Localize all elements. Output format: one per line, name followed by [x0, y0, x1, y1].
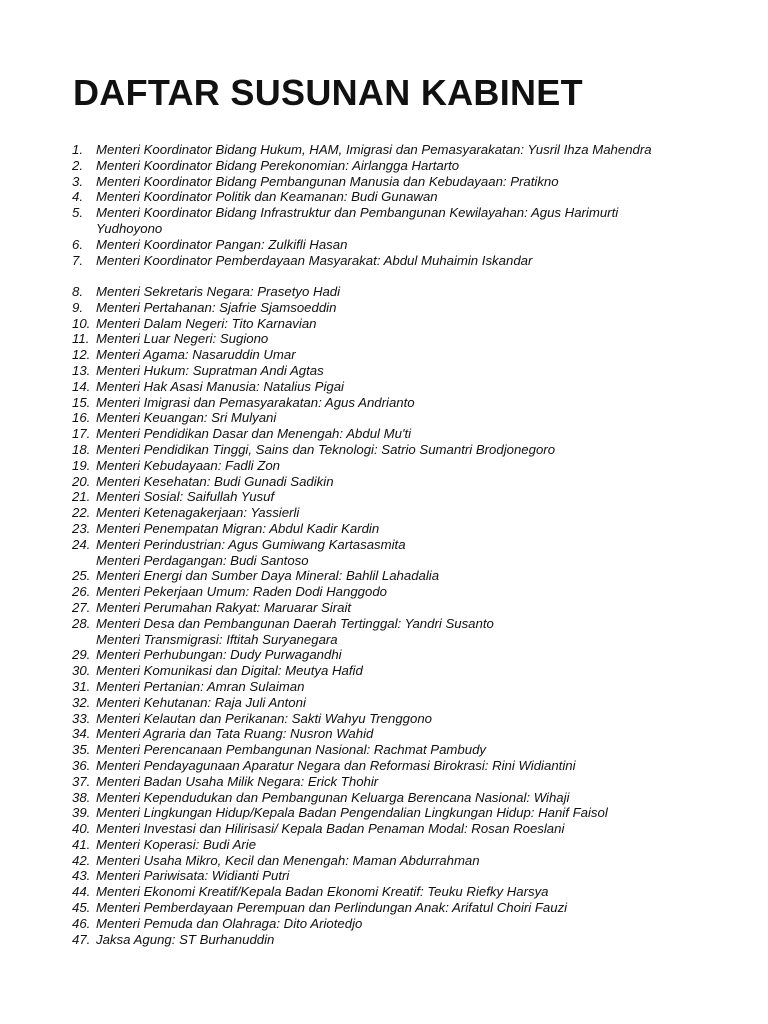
- list-item: [72, 837, 702, 853]
- list-item: [72, 679, 702, 695]
- item-number: 39.: [72, 805, 91, 821]
- item-line: Menteri Agraria dan Tata Ruang: Nusron Wahid: [96, 726, 374, 742]
- item-number: 18.: [72, 441, 91, 457]
- item-text: [96, 142, 702, 158]
- item-text: [96, 253, 702, 269]
- item-text: [96, 568, 702, 584]
- item-text: [96, 174, 702, 190]
- item-number: 10.: [72, 315, 91, 331]
- item-number: 31.: [72, 678, 91, 694]
- list-item: [72, 142, 702, 158]
- item-number: 33.: [72, 710, 91, 726]
- item-line: Menteri Koordinator Politik dan Keamanan: Budi Gunawan: [96, 189, 438, 205]
- item-number: 5.: [72, 205, 83, 221]
- item-line: Menteri Pariwisata: Widianti Putri: [96, 868, 290, 884]
- item-text: [96, 284, 702, 300]
- item-text: [96, 458, 702, 474]
- item-number: 34.: [72, 726, 91, 742]
- item-text: [96, 347, 702, 363]
- list-item: [72, 647, 702, 663]
- item-number: 23.: [72, 520, 91, 536]
- item-text: [96, 695, 702, 711]
- item-text: [96, 205, 702, 237]
- item-text: [96, 932, 702, 948]
- item-text: [96, 410, 702, 426]
- item-text: [96, 663, 702, 679]
- item-number: 6.: [72, 236, 83, 252]
- item-number: 9.: [72, 299, 83, 315]
- item-text: [96, 426, 702, 442]
- item-line: Menteri Pendidikan Dasar dan Menengah: Abdul Mu'ti: [96, 426, 412, 442]
- item-line: Menteri Hukum: Supratman Andi Agtas: [96, 362, 324, 378]
- item-text: [96, 868, 702, 884]
- list-item: [72, 932, 702, 948]
- list-item: [72, 537, 702, 569]
- item-line: Menteri Perencanaan Pembangunan Nasional: Rachmat Pambudy: [96, 742, 486, 758]
- item-text: [96, 331, 702, 347]
- item-number: 22.: [72, 505, 91, 521]
- item-number: 7.: [72, 252, 83, 268]
- item-number: 44.: [72, 884, 91, 900]
- list-item: [72, 158, 702, 174]
- list-item: [72, 916, 702, 932]
- list-item: [72, 410, 702, 426]
- list-item: [72, 379, 702, 395]
- item-line: Menteri Agama: Nasaruddin Umar: [96, 347, 296, 363]
- list-item: [72, 695, 702, 711]
- list-item: [72, 300, 702, 316]
- item-line: Menteri Pendayagunaan Aparatur Negara dan Reformasi Birokrasi: Rini Widiantini: [96, 757, 576, 773]
- item-number: 41.: [72, 836, 91, 852]
- item-number: 40.: [72, 821, 91, 837]
- item-line: Menteri Keuangan: Sri Mulyani: [96, 410, 277, 426]
- list-item: [72, 237, 702, 253]
- item-text: [96, 742, 702, 758]
- item-text: [96, 790, 702, 806]
- item-text: [96, 853, 702, 869]
- item-text: [96, 584, 702, 600]
- list-item: [72, 284, 702, 300]
- item-number: 2.: [72, 157, 83, 173]
- item-number: 20.: [72, 473, 91, 489]
- item-number: 1.: [72, 142, 83, 157]
- item-number: 36.: [72, 757, 91, 773]
- item-text: [96, 474, 702, 490]
- item-text: [96, 679, 702, 695]
- item-line: Menteri Koordinator Bidang Perekonomian: Airlangga Hartarto: [96, 157, 460, 173]
- list-item: [72, 711, 702, 727]
- item-number: 25.: [72, 568, 91, 584]
- item-line: Menteri Koperasi: Budi Arie: [96, 836, 257, 852]
- item-text: [96, 616, 702, 648]
- item-line: Menteri Kebudayaan: Fadli Zon: [96, 457, 281, 473]
- item-text: [96, 505, 702, 521]
- item-text: [96, 363, 702, 379]
- item-line: Menteri Badan Usaha Milik Negara: Erick Thohir: [96, 773, 379, 789]
- item-line: Menteri Usaha Mikro, Kecil dan Menengah: Maman Abdurrahman: [96, 852, 480, 868]
- item-line: Menteri Pemuda dan Olahraga: Dito Ariotedjo: [96, 915, 363, 931]
- item-line: Menteri Pertahanan: Sjafrie Sjamsoeddin: [96, 299, 337, 315]
- item-number: 43.: [72, 868, 91, 884]
- list-item: [72, 805, 702, 821]
- list-item: [72, 884, 702, 900]
- item-line: Menteri Koordinator Pemberdayaan Masyarakat: Abdul Muhaimin Iskandar: [96, 252, 533, 268]
- list-item: [72, 458, 702, 474]
- item-line: Menteri Sekretaris Negara: Prasetyo Hadi: [96, 284, 341, 299]
- item-text: [96, 758, 702, 774]
- list-item: [72, 189, 702, 205]
- list-item: [72, 395, 702, 411]
- item-text: [96, 711, 702, 727]
- item-number: 29.: [72, 647, 91, 663]
- item-number: 24.: [72, 536, 91, 552]
- list-item: [72, 174, 702, 190]
- item-text: [96, 395, 702, 411]
- item-number: 3.: [72, 173, 83, 189]
- item-line: Menteri Pekerjaan Umum: Raden Dodi Hanggodo: [96, 584, 388, 600]
- item-number: 19.: [72, 457, 91, 473]
- item-text: [96, 600, 702, 616]
- list-item: [72, 758, 702, 774]
- item-number: 35.: [72, 742, 91, 758]
- list-item: [72, 505, 702, 521]
- item-number: 16.: [72, 410, 91, 426]
- item-number: 4.: [72, 189, 83, 205]
- item-line: Menteri Perhubungan: Dudy Purwagandhi: [96, 647, 342, 663]
- item-line: Menteri Koordinator Bidang Infrastruktur dan Pembangunan Kewilayahan: Agus Harimurti: [96, 205, 619, 221]
- item-text: [96, 774, 702, 790]
- list-item: [72, 663, 702, 679]
- list-item: [72, 868, 702, 884]
- ministers-list: [72, 284, 702, 947]
- item-number: 30.: [72, 663, 91, 679]
- item-line: Menteri Investasi dan Hilirisasi/ Kepala Badan Penaman Modal: Rosan Roeslani: [96, 821, 565, 837]
- item-line: Menteri Koordinator Bidang Hukum, HAM, Imigrasi dan Pemasyarakatan: Yusril Ihza Mahendra: [96, 142, 652, 157]
- list-item: [72, 426, 702, 442]
- list-item: [72, 205, 702, 237]
- item-number: 13.: [72, 362, 91, 378]
- item-number: 42.: [72, 852, 91, 868]
- list-item: [72, 331, 702, 347]
- item-line: Menteri Imigrasi dan Pemasyarakatan: Agus Andrianto: [96, 394, 415, 410]
- list-item: [72, 584, 702, 600]
- list-item: [72, 521, 702, 537]
- coordinating-ministers-list: [72, 142, 702, 268]
- item-text: [96, 884, 702, 900]
- item-text: [96, 916, 702, 932]
- list-item: [72, 568, 702, 584]
- item-text: [96, 900, 702, 916]
- item-number: 46.: [72, 915, 91, 931]
- item-number: 37.: [72, 773, 91, 789]
- list-item: [72, 347, 702, 363]
- item-text: [96, 316, 702, 332]
- item-line: Menteri Koordinator Pangan: Zulkifli Hasan: [96, 236, 348, 252]
- item-line: Menteri Pemberdayaan Perempuan dan Perlindungan Anak: Arifatul Choiri Fauzi: [96, 900, 568, 916]
- item-line: Menteri Transmigrasi: Iftitah Suryanegara: [96, 631, 338, 647]
- item-number: 21.: [72, 489, 91, 505]
- list-item: [72, 442, 702, 458]
- item-line: Menteri Dalam Negeri: Tito Karnavian: [96, 315, 317, 331]
- item-line: Menteri Kependudukan dan Pembangunan Keluarga Berencana Nasional: Wihaji: [96, 789, 570, 805]
- item-text: [96, 489, 702, 505]
- item-line: Menteri Sosial: Saifullah Yusuf: [96, 489, 275, 505]
- item-line: Menteri Ketenagakerjaan: Yassierli: [96, 505, 300, 521]
- item-number: 8.: [72, 284, 83, 299]
- list-item: [72, 600, 702, 616]
- item-text: [96, 647, 702, 663]
- document-title: DAFTAR SUSUNAN KABINET: [73, 72, 583, 113]
- item-number: 28.: [72, 615, 91, 631]
- item-line: Menteri Perumahan Rakyat: Maruarar Sirait: [96, 599, 352, 615]
- item-line: Jaksa Agung: ST Burhanuddin: [96, 931, 275, 947]
- item-number: 45.: [72, 900, 91, 916]
- list-item: [72, 900, 702, 916]
- item-number: 38.: [72, 789, 91, 805]
- list-item: [72, 853, 702, 869]
- item-line: Menteri Pendidikan Tinggi, Sains dan Teknologi: Satrio Sumantri Brodjonegoro: [96, 441, 556, 457]
- item-text: [96, 158, 702, 174]
- item-line: Menteri Penempatan Migran: Abdul Kadir Kardin: [96, 520, 380, 536]
- list-item: [72, 742, 702, 758]
- list-item: [72, 790, 702, 806]
- list-item: [72, 316, 702, 332]
- item-text: [96, 821, 702, 837]
- item-line: Menteri Kesehatan: Budi Gunadi Sadikin: [96, 473, 334, 489]
- item-number: 14.: [72, 378, 91, 394]
- item-line: Menteri Perindustrian: Agus Gumiwang Kartasasmita: [96, 536, 406, 552]
- list-item: [72, 489, 702, 505]
- list-item: [72, 774, 702, 790]
- list-item: [72, 726, 702, 742]
- item-number: 17.: [72, 426, 91, 442]
- item-number: 12.: [72, 347, 91, 363]
- item-line: Menteri Komunikasi dan Digital: Meutya Hafid: [96, 663, 363, 679]
- item-line: Menteri Pertanian: Amran Sulaiman: [96, 678, 305, 694]
- item-line: Menteri Perdagangan: Budi Santoso: [96, 552, 309, 568]
- list-item: [72, 253, 702, 269]
- item-line: Menteri Luar Negeri: Sugiono: [96, 331, 269, 347]
- item-text: [96, 837, 702, 853]
- item-text: [96, 726, 702, 742]
- item-text: [96, 189, 702, 205]
- item-line: Menteri Lingkungan Hidup/Kepala Badan Pengendalian Lingkungan Hidup: Hanif Faisol: [96, 805, 608, 821]
- item-text: [96, 805, 702, 821]
- list-item: [72, 616, 702, 648]
- item-line: Yudhoyono: [96, 220, 163, 236]
- item-number: 27.: [72, 599, 91, 615]
- list-item: [72, 474, 702, 490]
- item-text: [96, 237, 702, 253]
- item-number: 11.: [72, 331, 90, 347]
- item-text: [96, 537, 702, 569]
- item-text: [96, 379, 702, 395]
- item-number: 15.: [72, 394, 91, 410]
- list-item: [72, 821, 702, 837]
- item-line: Menteri Energi dan Sumber Daya Mineral: Bahlil Lahadalia: [96, 568, 440, 584]
- item-line: Menteri Ekonomi Kreatif/Kepala Badan Ekonomi Kreatif: Teuku Riefky Harsya: [96, 884, 549, 900]
- item-number: 47.: [72, 931, 91, 947]
- item-number: 32.: [72, 694, 91, 710]
- item-line: Menteri Kehutanan: Raja Juli Antoni: [96, 694, 306, 710]
- item-line: Menteri Desa dan Pembangunan Daerah Tertinggal: Yandri Susanto: [96, 615, 494, 631]
- item-text: [96, 300, 702, 316]
- list-item: [72, 363, 702, 379]
- item-text: [96, 442, 702, 458]
- item-line: Menteri Koordinator Bidang Pembangunan Manusia dan Kebudayaan: Pratikno: [96, 173, 559, 189]
- item-line: Menteri Hak Asasi Manusia: Natalius Pigai: [96, 378, 344, 394]
- item-number: 26.: [72, 584, 91, 600]
- item-line: Menteri Kelautan dan Perikanan: Sakti Wahyu Trenggono: [96, 710, 432, 726]
- item-text: [96, 521, 702, 537]
